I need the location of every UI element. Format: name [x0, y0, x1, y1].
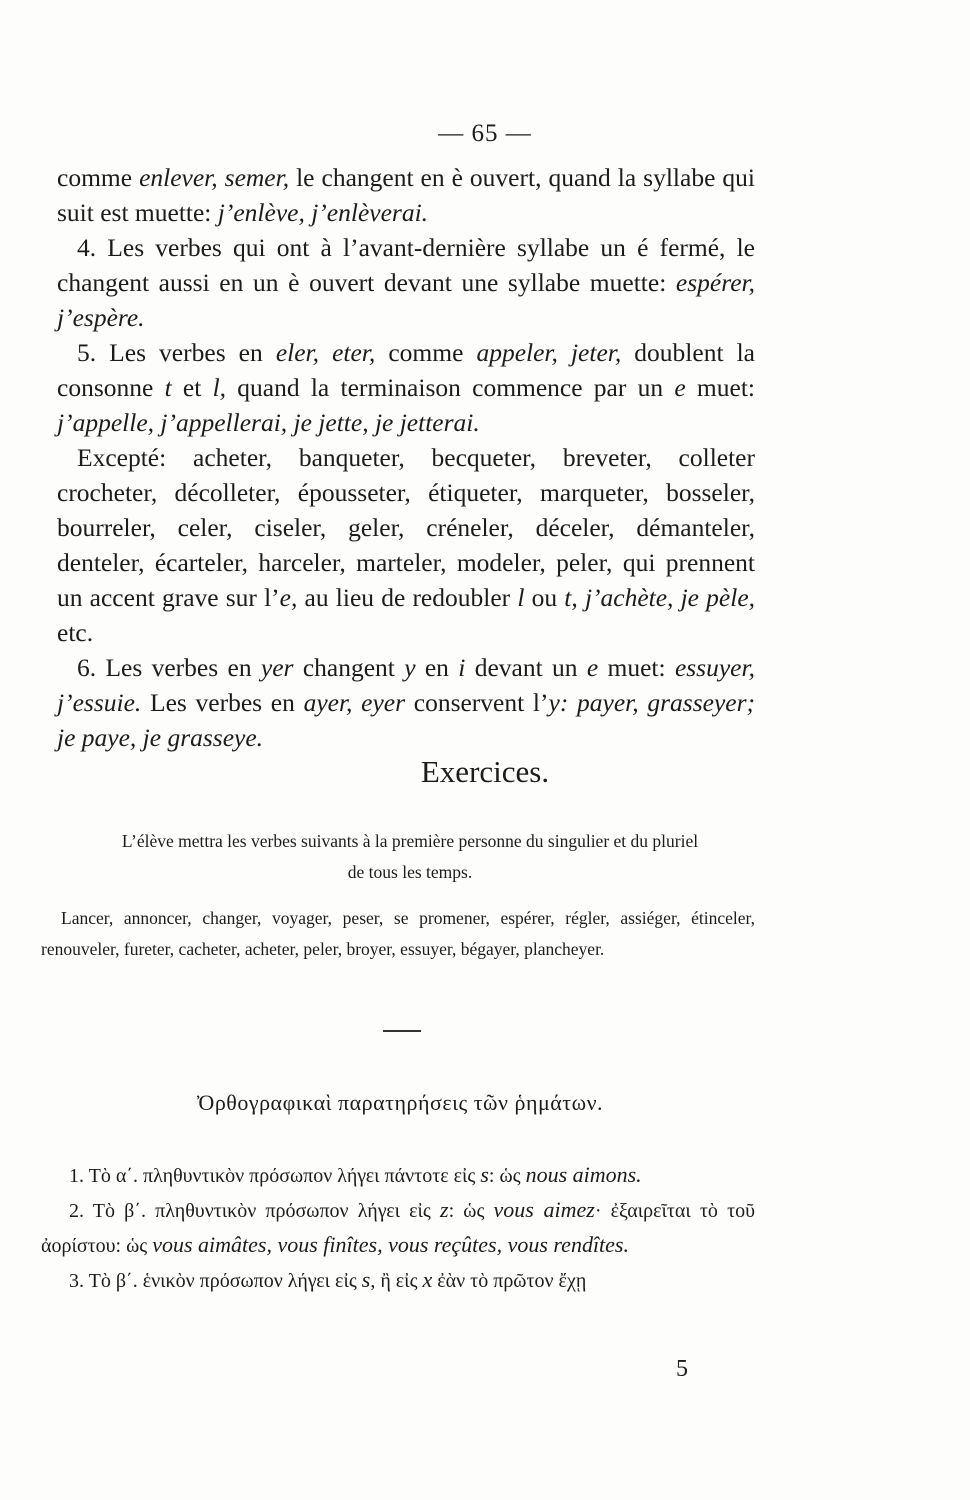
paragraph-rule-5: [57, 335, 755, 440]
text: 2. Τὸ β΄. πληθυντικὸν πρόσωπον λήγει εἰς: [69, 1200, 441, 1222]
example: i: [458, 653, 466, 682]
example: j’enlève, j’enlèverai.: [217, 198, 429, 227]
text: au lieu de redoubler: [297, 583, 518, 612]
example: yer: [260, 653, 294, 682]
exercise-verb-list: [41, 903, 755, 965]
example: t,: [564, 583, 578, 612]
example: j’appelle, j’appellerai, je jette, je jetterai.: [57, 408, 480, 437]
example: vous aimâtes, vous finîtes, vous reçûtes, vous rendîtes.: [152, 1232, 629, 1257]
example: ayer, eyer: [303, 688, 406, 717]
example: j’achète, je pèle,: [584, 583, 756, 612]
example: l,: [212, 373, 227, 402]
text: 1. Τὸ α΄. πληθυντικὸν πρόσωπον λήγει πάντοτε εἰς: [69, 1165, 481, 1187]
text: 4. Les verbes qui ont à l’avant-dernière syllabe un é fermé, le changent aussi en un è ouvert devant une syllabe muette:: [57, 233, 755, 297]
example: e: [586, 653, 599, 682]
example: espérer, j’espère.: [57, 268, 755, 332]
text: ἐὰν τὸ πρῶτον ἔχῃ: [432, 1270, 587, 1292]
text: et: [171, 373, 213, 402]
signature-mark: 5: [676, 1356, 688, 1382]
example: z: [440, 1197, 449, 1222]
example: vous aimez: [493, 1197, 595, 1222]
example: payer, grasseyer; je paye, je grasseye.: [57, 688, 755, 752]
paragraph-rule-3-continued: [57, 160, 755, 230]
example: eler, eter,: [275, 338, 376, 367]
page-number: — 65 —: [438, 120, 532, 147]
text: muet:: [685, 373, 756, 402]
greek-rule-1: [41, 1158, 755, 1193]
text: comme: [57, 163, 140, 192]
example: s: [480, 1162, 489, 1187]
example: e: [674, 373, 686, 402]
example: x: [422, 1267, 433, 1292]
text: · ἐξαιρεῖται τὸ τοῦ ἀορίστου: ὡς: [41, 1200, 756, 1257]
example: e,: [279, 583, 298, 612]
text: : ὡς: [488, 1165, 526, 1187]
text: le changent en è ouvert, quand la syllabe qui suit est muette:: [57, 163, 755, 227]
example: enlever, semer,: [139, 163, 290, 192]
grammar-rules: [57, 160, 755, 755]
example: y:: [548, 688, 569, 717]
text: quand la terminaison commence par un: [226, 373, 675, 402]
paragraph-rule-6: [57, 650, 755, 755]
text: , ἢ εἰς: [370, 1270, 423, 1292]
example: appeler, jeter,: [476, 338, 622, 367]
text: muet:: [598, 653, 675, 682]
example: nous aimons.: [525, 1162, 642, 1187]
text: comme: [375, 338, 477, 367]
text: etc.: [57, 618, 94, 647]
greek-rule-2: [41, 1193, 755, 1263]
example: s: [361, 1267, 371, 1292]
text: Les verbes en: [141, 688, 304, 717]
paragraph-rule-4: [57, 230, 755, 335]
text: 3. Τὸ β΄. ἑνικὸν πρόσωπον λήγει εἰς: [69, 1270, 362, 1292]
exercise-instruction: L’élève mettra les verbes suivants à la première personne du singulier et du pluriel de tous les temps.: [121, 831, 699, 882]
greek-observations: [41, 1158, 755, 1298]
exercises-heading: Exercices.: [420, 754, 550, 789]
text: [568, 688, 577, 717]
text: ou: [524, 583, 565, 612]
verb-list-text: Lancer, annoncer, changer, voyager, peser, se promener, espérer, régler, assiéger, étinceler, renouveler, fureter, cacheter, acheter, peler, broyer, essuyer, bégayer, plancheyer.: [41, 908, 755, 959]
text: en: [415, 653, 459, 682]
text: : ὡς: [448, 1200, 494, 1222]
text: changent: [293, 653, 405, 682]
example: t: [164, 373, 172, 402]
text: conservent l’: [405, 688, 549, 717]
text: doublent la consonne: [57, 338, 755, 402]
paragraph-exceptions: [57, 440, 755, 650]
text: Excepté: acheter, banqueter, becqueter, breveter, colleter crocheter, décolleter, épousseter, étiqueter, marqueter, bosseler, bourreler, celer, ciseler, geler, créneler, déceler, démanteler, denteler, écarteler, harceler, marteler, modeler, peler, qui prennent un accent grave sur l’: [57, 443, 755, 612]
example: y: [404, 653, 416, 682]
example: l: [517, 583, 525, 612]
text: devant un: [465, 653, 587, 682]
text: 6. Les verbes en: [77, 653, 261, 682]
greek-section-heading: Ὀρθογραφικαὶ παρατηρήσεις τῶν ῥημάτων.: [196, 1090, 604, 1115]
greek-rule-3: [41, 1263, 755, 1298]
section-divider: [383, 1030, 421, 1032]
text: [578, 583, 585, 612]
example: essuyer, j’essuie.: [57, 653, 755, 717]
text: 5. Les verbes en: [77, 338, 276, 367]
